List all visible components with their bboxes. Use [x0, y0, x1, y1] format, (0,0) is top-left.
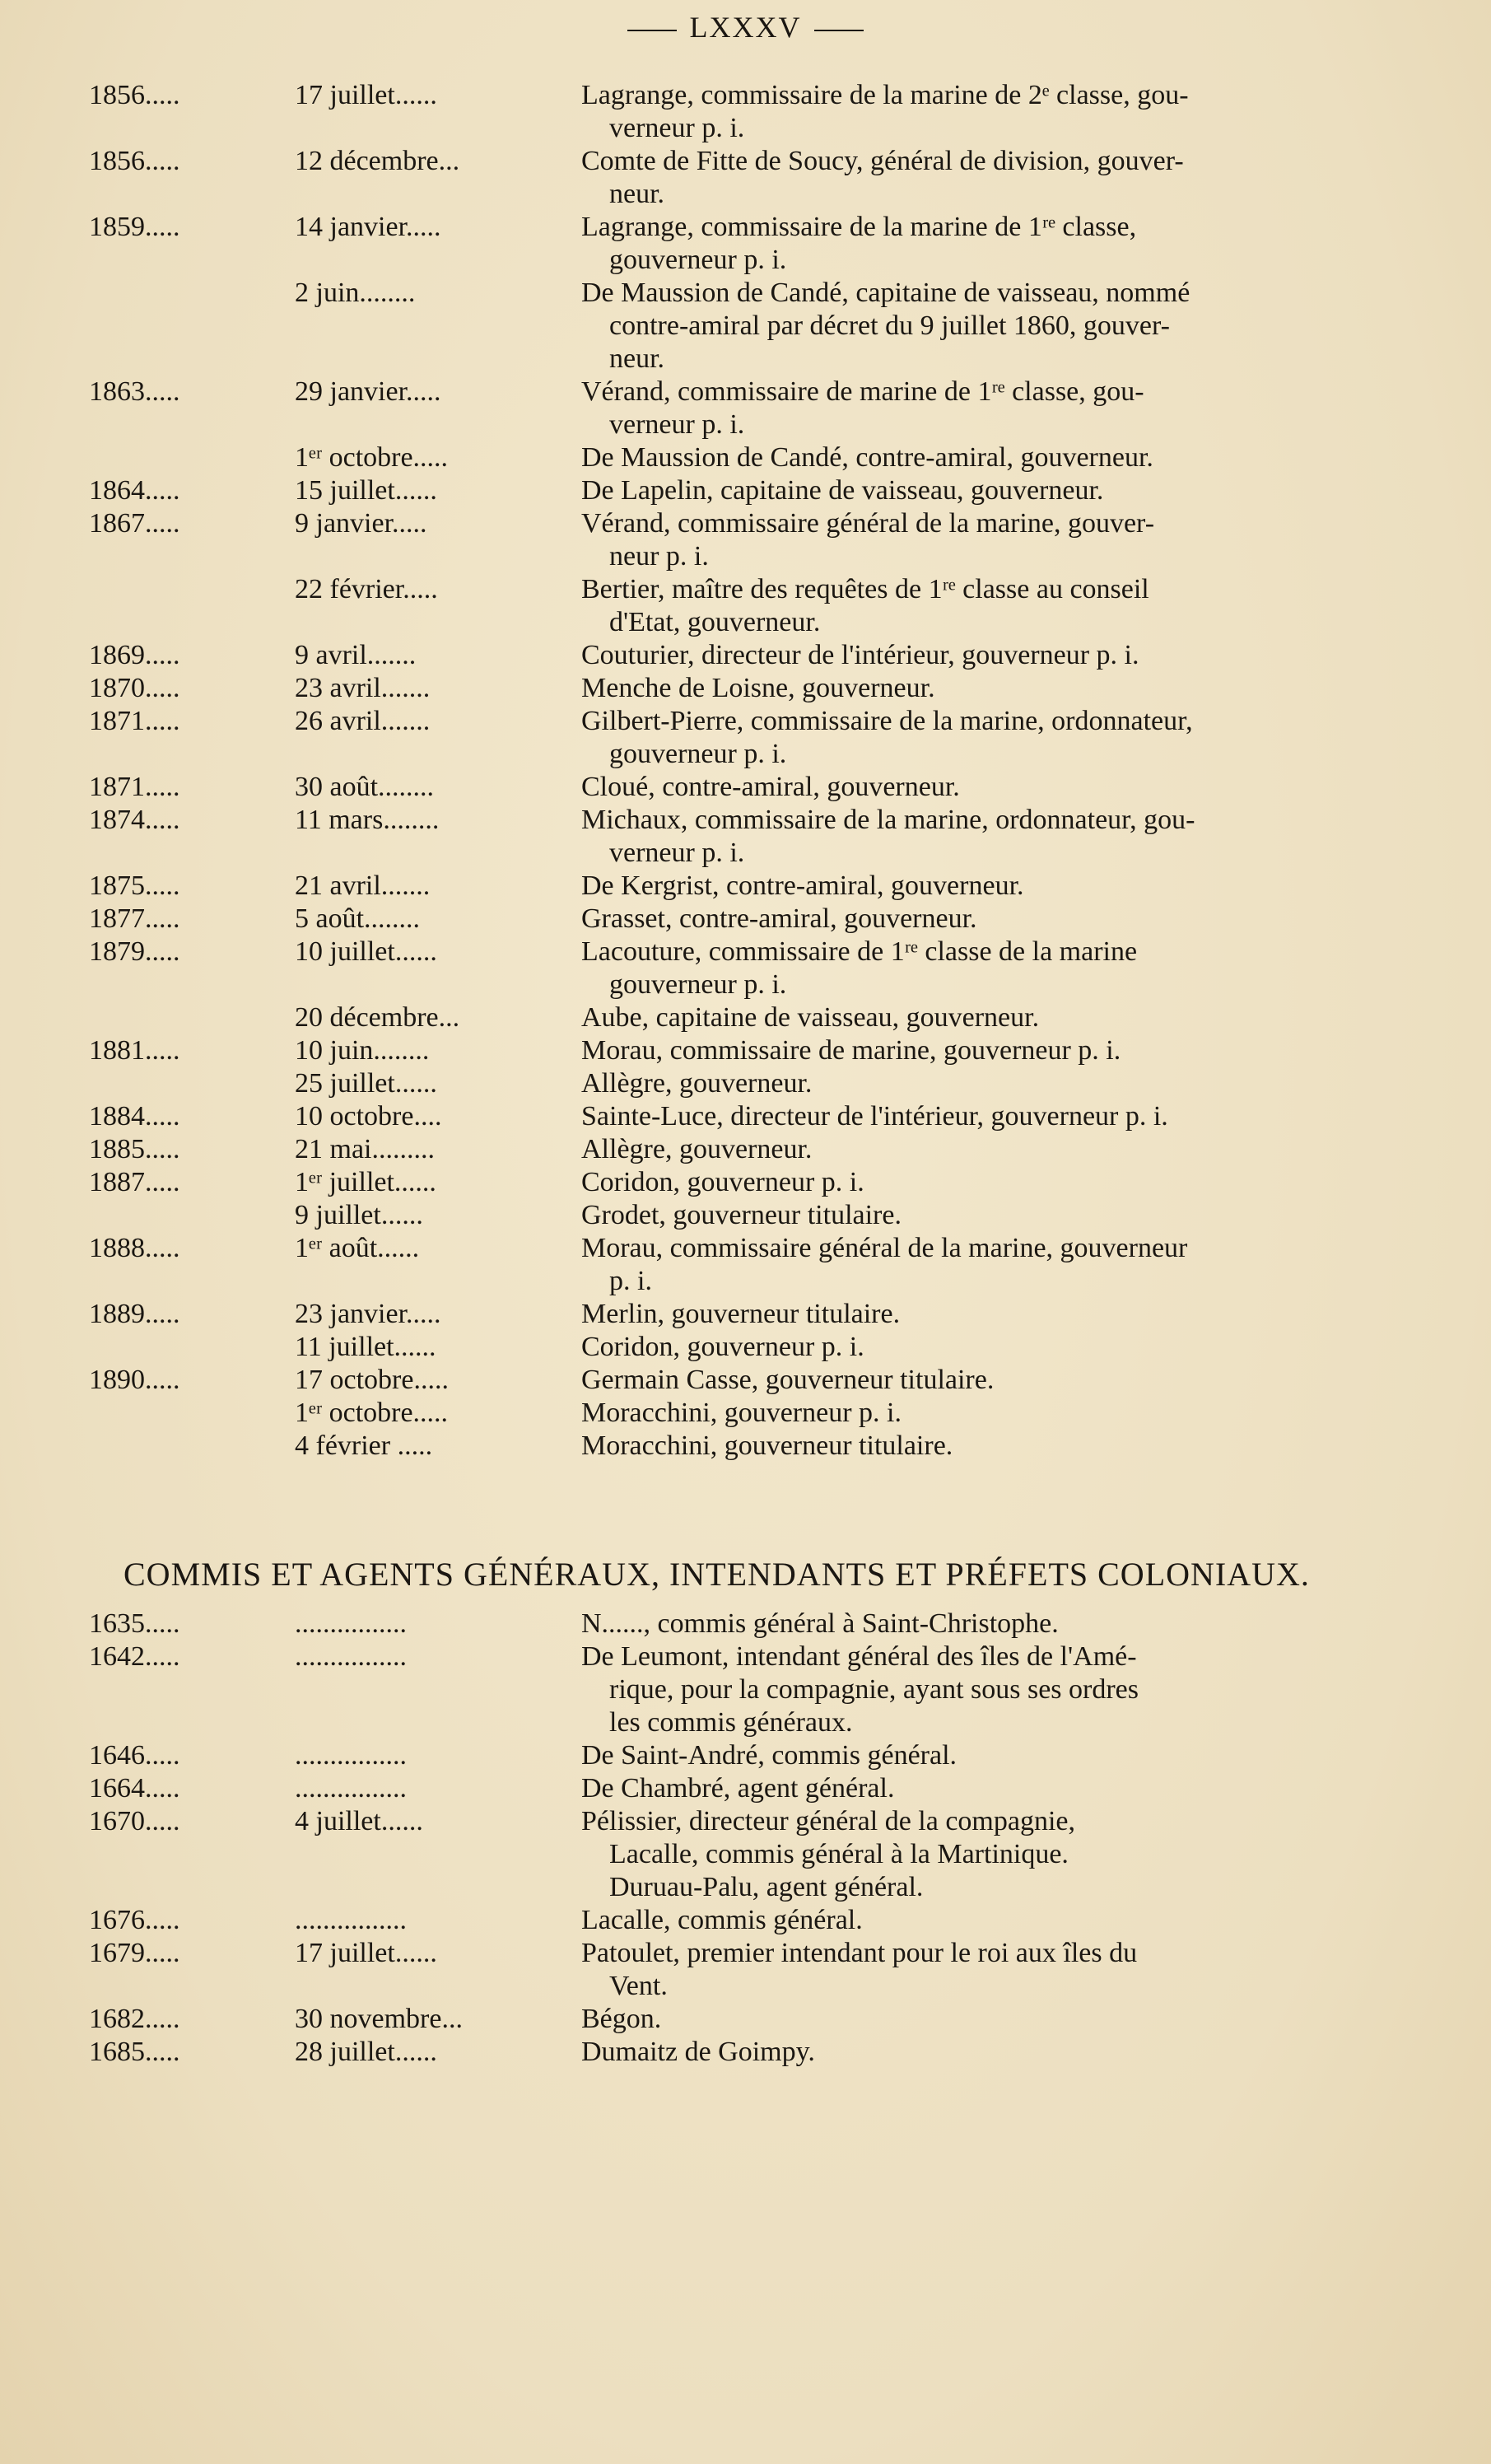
list-item: [0, 573, 1491, 639]
list-item: [0, 705, 1491, 771]
entry-line: Coridon, gouverneur p. i.: [581, 1332, 864, 1362]
list-item: [0, 211, 1491, 277]
entry-description: [566, 936, 1368, 1001]
entry-line: Lacalle, commis général à la Martinique.: [609, 1839, 1069, 1869]
entry-description: [566, 1805, 1368, 1904]
entry-line: rique, pour la compagnie, ayant sous ses ordres: [609, 1674, 1139, 1705]
entry-year: 1869.....: [89, 640, 180, 670]
list-item: [0, 1397, 1491, 1430]
entry-description: [566, 1166, 1368, 1199]
entry-line: gouverneur p. i.: [609, 245, 787, 275]
entry-year: 1870.....: [89, 673, 180, 703]
list-item: [0, 1772, 1491, 1805]
entry-line: neur p. i.: [609, 541, 709, 572]
entry-date: 20 décembre...: [295, 1002, 460, 1033]
list-item: [0, 1608, 1491, 1640]
entry-year: 1879.....: [89, 936, 180, 967]
entry-description: [566, 1001, 1368, 1034]
entry-year: 1884.....: [89, 1101, 180, 1132]
entry-description: [566, 145, 1368, 211]
list-item: [0, 474, 1491, 507]
list-item: [0, 936, 1491, 1001]
list-item: [0, 804, 1491, 870]
entry-year: 1887.....: [89, 1167, 180, 1197]
list-item: [0, 1199, 1491, 1232]
entry-description: [566, 1232, 1368, 1298]
entry-line: De Leumont, intendant général des îles de l'Amé-: [581, 1641, 1137, 1672]
entry-line: Germain Casse, gouverneur titulaire.: [581, 1365, 995, 1395]
entry-description: [566, 870, 1368, 903]
entry-line: Michaux, commissaire de la marine, ordonnateur, gou-: [581, 805, 1195, 835]
header-dash-left: [627, 30, 677, 31]
entry-line: De Chambré, agent général.: [581, 1773, 895, 1804]
entry-date: 26 avril.......: [295, 706, 431, 736]
entry-line: De Saint-André, commis général.: [581, 1740, 958, 1771]
section-title: COMMIS ET AGENTS GÉNÉRAUX, INTENDANTS ET PRÉFETS COLONIAUX.: [123, 1556, 1310, 1593]
entry-year: 1635.....: [89, 1608, 180, 1639]
entry-line: d'Etat, gouverneur.: [609, 607, 821, 637]
entry-date: 4 février .....: [295, 1430, 433, 1461]
entry-year: 1890.....: [89, 1365, 180, 1395]
entry-date: 5 août........: [295, 903, 421, 934]
entry-line: verneur p. i.: [609, 113, 745, 143]
entry-description: [566, 1904, 1368, 1937]
entry-line: Patoulet, premier intendant pour le roi aux îles du: [581, 1938, 1138, 1968]
entry-description: [566, 1640, 1368, 1739]
entry-description: [566, 1067, 1368, 1100]
entry-year: 1871.....: [89, 706, 180, 736]
entry-line: neur.: [609, 179, 665, 209]
entry-date: ................: [295, 1608, 407, 1639]
entry-line: Allègre, gouverneur.: [581, 1068, 813, 1099]
entry-description: [566, 1397, 1368, 1430]
entry-line: Gilbert-Pierre, commissaire de la marine, ordonnateur,: [581, 706, 1193, 736]
list-item: [0, 507, 1491, 573]
entry-description: [566, 376, 1368, 441]
entry-line: Lagrange, commissaire de la marine de 1ʳᵉ classe,: [581, 212, 1137, 242]
list-item: [0, 870, 1491, 903]
entry-description: [566, 1364, 1368, 1397]
entry-year: 1682.....: [89, 2004, 180, 2034]
entry-year: 1863.....: [89, 376, 180, 407]
entry-description: [566, 79, 1368, 145]
entry-description: [566, 1608, 1368, 1640]
entry-line: Comte de Fitte de Soucy, général de division, gouver-: [581, 146, 1184, 176]
entry-description: [566, 903, 1368, 936]
entry-line: Sainte-Luce, directeur de l'intérieur, gouverneur p. i.: [581, 1101, 1168, 1132]
entry-year: 1676.....: [89, 1905, 180, 1935]
entry-description: [566, 1133, 1368, 1166]
list-item: [0, 1739, 1491, 1772]
entry-description: [566, 211, 1368, 277]
entry-date: 21 mai.........: [295, 1134, 435, 1164]
entry-line: Aube, capitaine de vaisseau, gouverneur.: [581, 1002, 1040, 1033]
entry-line: Coridon, gouverneur p. i.: [581, 1167, 864, 1197]
entry-year: 1885.....: [89, 1134, 180, 1164]
entry-description: [566, 2003, 1368, 2036]
entry-line: De Kergrist, contre-amiral, gouverneur.: [581, 870, 1024, 901]
entry-date: 11 juillet......: [295, 1332, 436, 1362]
entry-description: [566, 441, 1368, 474]
list-item: [0, 1166, 1491, 1199]
entry-year: 1867.....: [89, 508, 180, 539]
entry-date: 30 novembre...: [295, 2004, 463, 2034]
entry-description: [566, 573, 1368, 639]
entry-date: 14 janvier.....: [295, 212, 441, 242]
list-item: [0, 1430, 1491, 1463]
entry-line: Cloué, contre-amiral, gouverneur.: [581, 772, 960, 802]
entry-date: ................: [295, 1740, 407, 1771]
entry-line: Lacouture, commissaire de 1ʳᵉ classe de la marine: [581, 936, 1138, 967]
entry-year: 1856.....: [89, 80, 180, 110]
entry-line: gouverneur p. i.: [609, 969, 787, 1000]
entry-line: neur.: [609, 343, 665, 374]
entry-line: Morau, commissaire de marine, gouverneur p. i.: [581, 1035, 1121, 1066]
entry-year: 1670.....: [89, 1806, 180, 1836]
entry-line: Merlin, gouverneur titulaire.: [581, 1299, 901, 1329]
entry-date: 21 avril.......: [295, 870, 431, 901]
entry-description: [566, 1100, 1368, 1133]
entry-date: 30 août........: [295, 772, 435, 802]
entry-year: 1646.....: [89, 1740, 180, 1771]
entry-date: 1ᵉʳ octobre.....: [295, 1398, 449, 1428]
list-item: [0, 2036, 1491, 2069]
list-item: [0, 1640, 1491, 1739]
entry-line: Lacalle, commis général.: [581, 1905, 863, 1935]
entry-year: 1859.....: [89, 212, 180, 242]
entry-date: 10 octobre....: [295, 1101, 442, 1132]
entry-line: contre-amiral par décret du 9 juillet 1860, gouver-: [609, 310, 1170, 341]
entry-date: 23 avril.......: [295, 673, 431, 703]
entry-date: 4 juillet......: [295, 1806, 423, 1836]
entry-date: 10 juillet......: [295, 936, 437, 967]
entry-date: 1ᵉʳ octobre.....: [295, 442, 449, 473]
entry-description: [566, 2036, 1368, 2069]
governors-list: [0, 79, 1491, 1463]
list-item: [0, 1001, 1491, 1034]
entry-date: 17 octobre.....: [295, 1365, 449, 1395]
entry-line: Duruau-Palu, agent général.: [609, 1872, 924, 1902]
entry-year: 1889.....: [89, 1299, 180, 1329]
entry-date: 1ᵉʳ juillet......: [295, 1167, 436, 1197]
entry-line: verneur p. i.: [609, 409, 745, 440]
entry-line: Vent.: [609, 1971, 668, 2001]
entry-line: gouverneur p. i.: [609, 739, 787, 769]
entry-line: Bertier, maître des requêtes de 1ʳᵉ classe au conseil: [581, 574, 1149, 604]
entry-year: 1642.....: [89, 1641, 180, 1672]
list-item: [0, 1034, 1491, 1067]
entry-year: 1871.....: [89, 772, 180, 802]
entry-description: [566, 474, 1368, 507]
entry-date: 1ᵉʳ août......: [295, 1233, 420, 1263]
list-item: [0, 1133, 1491, 1166]
list-item: [0, 1904, 1491, 1937]
entry-date: 9 janvier.....: [295, 508, 427, 539]
entry-year: 1856.....: [89, 146, 180, 176]
entry-description: [566, 1034, 1368, 1067]
list-item: [0, 441, 1491, 474]
entry-description: [566, 639, 1368, 672]
entry-line: Vérand, commissaire général de la marine, gouver-: [581, 508, 1155, 539]
entry-description: [566, 277, 1368, 376]
entry-date: 25 juillet......: [295, 1068, 437, 1099]
entry-line: Pélissier, directeur général de la compagnie,: [581, 1806, 1075, 1836]
entry-date: 9 avril.......: [295, 640, 417, 670]
entry-line: De Lapelin, capitaine de vaisseau, gouverneur.: [581, 475, 1104, 506]
list-item: [0, 1805, 1491, 1904]
entry-line: Grodet, gouverneur titulaire.: [581, 1200, 902, 1230]
entry-date: 28 juillet......: [295, 2037, 437, 2067]
list-item: [0, 277, 1491, 376]
list-item: [0, 1100, 1491, 1133]
header-dash-right: [814, 30, 864, 31]
entry-year: 1664.....: [89, 1773, 180, 1804]
entry-description: [566, 507, 1368, 573]
list-item: [0, 145, 1491, 211]
agents-list: [0, 1608, 1491, 2069]
list-item: [0, 639, 1491, 672]
list-item: [0, 2003, 1491, 2036]
entry-description: [566, 1331, 1368, 1364]
list-item: [0, 1331, 1491, 1364]
entry-description: [566, 1199, 1368, 1232]
entry-line: Bégon.: [581, 2004, 662, 2034]
list-item: [0, 1937, 1491, 2003]
entry-line: verneur p. i.: [609, 838, 745, 868]
entry-line: Allègre, gouverneur.: [581, 1134, 813, 1164]
entry-date: 10 juin........: [295, 1035, 430, 1066]
entry-date: 29 janvier.....: [295, 376, 441, 407]
entry-line: N......, commis général à Saint-Christophe.: [581, 1608, 1059, 1639]
list-item: [0, 1067, 1491, 1100]
list-item: [0, 1364, 1491, 1397]
entry-description: [566, 771, 1368, 804]
entry-date: 15 juillet......: [295, 475, 437, 506]
list-item: [0, 1298, 1491, 1331]
entry-date: 9 juillet......: [295, 1200, 423, 1230]
list-item: [0, 903, 1491, 936]
page-header: [0, 10, 1491, 44]
entry-date: 17 juillet......: [295, 1938, 437, 1968]
entry-date: 23 janvier.....: [295, 1299, 441, 1329]
entry-line: Dumaitz de Goimpy.: [581, 2037, 815, 2067]
entry-line: Lagrange, commissaire de la marine de 2ᵉ classe, gou-: [581, 80, 1189, 110]
entry-line: Moracchini, gouverneur titulaire.: [581, 1430, 953, 1461]
entry-year: 1881.....: [89, 1035, 180, 1066]
entry-date: 2 juin........: [295, 278, 416, 308]
entry-date: ................: [295, 1905, 407, 1935]
entry-description: [566, 1298, 1368, 1331]
entry-year: 1874.....: [89, 805, 180, 835]
entry-description: [566, 672, 1368, 705]
entry-year: 1685.....: [89, 2037, 180, 2067]
entry-year: 1877.....: [89, 903, 180, 934]
entry-description: [566, 1739, 1368, 1772]
entry-line: Morau, commissaire général de la marine, gouverneur: [581, 1233, 1188, 1263]
entry-year: 1679.....: [89, 1938, 180, 1968]
entry-year: 1864.....: [89, 475, 180, 506]
entry-date: ................: [295, 1641, 407, 1672]
entry-line: Menche de Loisne, gouverneur.: [581, 673, 935, 703]
entry-year: 1875.....: [89, 870, 180, 901]
entry-description: [566, 1772, 1368, 1805]
entry-line: les commis généraux.: [609, 1707, 853, 1738]
entry-description: [566, 705, 1368, 771]
entry-year: 1888.....: [89, 1233, 180, 1263]
page-number: LXXXV: [689, 11, 802, 44]
entry-date: 22 février.....: [295, 574, 438, 604]
entry-date: ................: [295, 1773, 407, 1804]
entry-line: p. i.: [609, 1266, 652, 1296]
entry-line: Moracchini, gouverneur p. i.: [581, 1398, 902, 1428]
list-item: [0, 672, 1491, 705]
entry-description: [566, 1937, 1368, 2003]
entry-line: De Maussion de Candé, capitaine de vaisseau, nommé: [581, 278, 1190, 308]
entry-date: 12 décembre...: [295, 146, 460, 176]
list-item: [0, 1232, 1491, 1298]
entry-line: Vérand, commissaire de marine de 1ʳᵉ classe, gou-: [581, 376, 1144, 407]
entry-line: De Maussion de Candé, contre-amiral, gouverneur.: [581, 442, 1153, 473]
entry-date: 17 juillet......: [295, 80, 437, 110]
entry-line: Couturier, directeur de l'intérieur, gouverneur p. i.: [581, 640, 1139, 670]
list-item: [0, 771, 1491, 804]
entry-description: [566, 804, 1368, 870]
list-item: [0, 79, 1491, 145]
entry-description: [566, 1430, 1368, 1463]
entry-line: Grasset, contre-amiral, gouverneur.: [581, 903, 977, 934]
entry-date: 11 mars........: [295, 805, 440, 835]
list-item: [0, 376, 1491, 441]
